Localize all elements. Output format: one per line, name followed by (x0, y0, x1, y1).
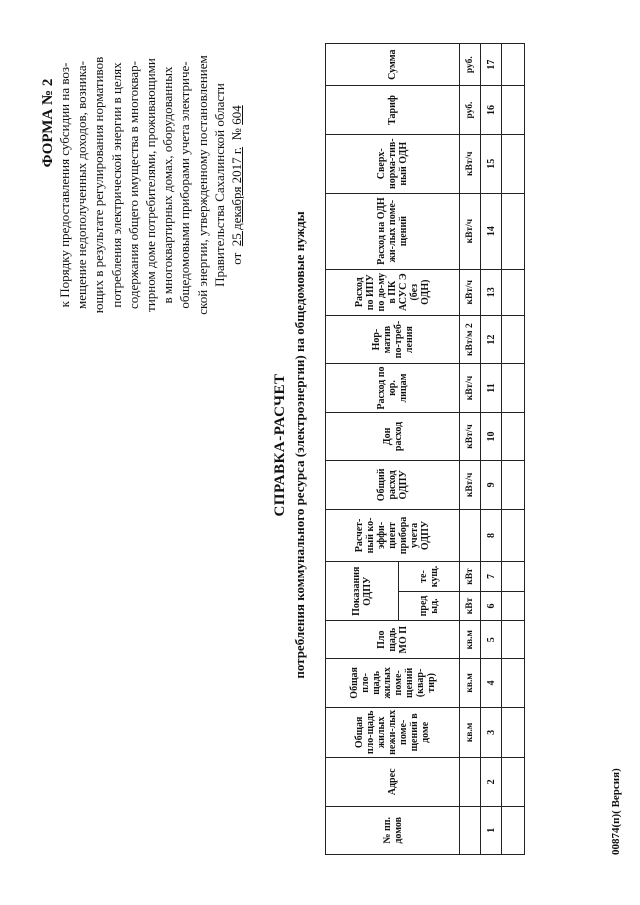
unit-cell: кВт (460, 562, 481, 591)
data-cell (502, 621, 525, 659)
document-version-footer: 00874(п)( Версия) (610, 768, 622, 855)
unit-cell: руб. (460, 86, 481, 134)
data-cell (502, 44, 525, 86)
column-number: 4 (481, 659, 502, 707)
data-cell (502, 364, 525, 412)
column-number: 12 (481, 315, 502, 363)
data-cell (502, 509, 525, 562)
col-header-coefficient: Расчет-ный ко-эффи-циент прибора учета ОДПУ (326, 509, 460, 562)
col-header-total-area: Общая пло-щадь жилых нежи-лых поме-щений в доме (326, 707, 460, 758)
order-number: 604 (229, 105, 245, 125)
preamble-line: Правительства Сахалинской области (211, 83, 227, 287)
col-header-norm: Нор-матив по-треб-ления (326, 315, 460, 363)
order-reference (228, 40, 245, 330)
col-header-sum: Сумма (326, 44, 460, 86)
preamble-line: ющих в результате регулирования нормативов (91, 56, 107, 314)
data-cell (502, 562, 525, 591)
column-number: 11 (481, 364, 502, 412)
data-cell (502, 707, 525, 758)
col-header-ipu-consumption: Расход по ИПУ по до-му в ПК АСУС Э (без ОДН) (326, 269, 460, 315)
order-from-label: от (229, 252, 245, 265)
col-header-odpu-readings: Показания ОДПУ (326, 562, 399, 621)
order-date: 25 декабря 2017 г. (229, 146, 245, 247)
preamble-line: ской энергии, утвержденному постановлением (194, 55, 210, 315)
column-number: 1 (481, 806, 502, 854)
data-cell (502, 269, 525, 315)
preamble (56, 40, 245, 330)
unit-cell: кВт/ч (460, 364, 481, 412)
form-title: ФОРМА № 2 (40, 78, 56, 168)
unit-cell: кВт/ч (460, 269, 481, 315)
column-number: 8 (481, 509, 502, 562)
column-number: 3 (481, 707, 502, 758)
data-cell (502, 461, 525, 509)
data-cell (502, 806, 525, 854)
unit-cell: кв.м (460, 621, 481, 659)
unit-cell: кВт (460, 591, 481, 620)
col-header-current-reading: те-кущ. (399, 562, 460, 591)
document-heading: СПРАВКА-РАСЧЕТ (272, 373, 288, 517)
data-cell (502, 134, 525, 193)
table-units-row (460, 44, 481, 855)
col-header-odn-consumption: Расход на ОДН жи-лых поме-щений (326, 193, 460, 269)
data-cell (502, 193, 525, 269)
unit-cell: кВт/ч (460, 134, 481, 193)
unit-cell: кВт/ч (460, 412, 481, 460)
data-cell (502, 758, 525, 806)
col-header-residential-area: Общая пло-щадь жилых поме-щений (квар-тир) (326, 659, 460, 707)
col-header-mop-area: Пло щадь МО П (326, 621, 460, 659)
unit-cell: кв.м (460, 659, 481, 707)
preamble-line: тирном доме потребителями, проживающими (143, 58, 159, 312)
table-empty-row (502, 44, 525, 855)
column-number: 16 (481, 86, 502, 134)
data-cell (502, 412, 525, 460)
column-number: 9 (481, 461, 502, 509)
data-cell (502, 86, 525, 134)
preamble-line: мещение недополученных доходов, возника- (74, 61, 90, 309)
unit-cell: кВт/ч (460, 193, 481, 269)
preamble-line: содержания общего имущества в многоквар- (125, 61, 141, 310)
column-number: 14 (481, 193, 502, 269)
col-header-total-consumption: Общий расход ОДПУ (326, 461, 460, 509)
col-header-excess-odn: Сверх-норма-тив-ный ОДН (326, 134, 460, 193)
column-number: 15 (481, 134, 502, 193)
column-number: 17 (481, 44, 502, 86)
preamble-line: к Порядку предоставления субсидии на воз- (57, 62, 72, 308)
col-header-house-number: № пп. домов (326, 806, 460, 854)
unit-cell: кВт/м 2 (460, 315, 481, 363)
col-header-tariff: Тариф (326, 86, 460, 134)
unit-cell (460, 806, 481, 854)
col-header-additional-consumption: Дон расход (326, 412, 460, 460)
preamble-line: в многоквартирных домах, оборудованных (160, 66, 176, 304)
order-number-label: № (229, 128, 245, 141)
unit-cell: кВт/ч (460, 461, 481, 509)
column-number: 5 (481, 621, 502, 659)
unit-cell (460, 509, 481, 562)
preamble-line: общедомовыми приборами учета электриче- (177, 61, 193, 309)
unit-cell: кв.м (460, 707, 481, 758)
column-number: 6 (481, 591, 502, 620)
column-number: 13 (481, 269, 502, 315)
document-subheading: потребления коммунального ресурса (электроэнергии) на общедомовые нужды (292, 211, 307, 679)
column-number: 7 (481, 562, 502, 591)
data-cell (502, 315, 525, 363)
unit-cell: руб. (460, 44, 481, 86)
table-header-row (326, 44, 399, 855)
unit-cell (460, 758, 481, 806)
table-column-numbers-row (481, 44, 502, 855)
data-cell (502, 659, 525, 707)
data-cell (502, 591, 525, 620)
column-number: 10 (481, 412, 502, 460)
calculation-table (325, 43, 525, 855)
col-header-previous-reading: пред ыд. (399, 591, 460, 620)
column-number: 2 (481, 758, 502, 806)
col-header-address: Адрес (326, 758, 460, 806)
preamble-line: потребления электрической энергии в целях (108, 62, 124, 308)
col-header-legal-entities: Расход по юр. лицам (326, 364, 460, 412)
